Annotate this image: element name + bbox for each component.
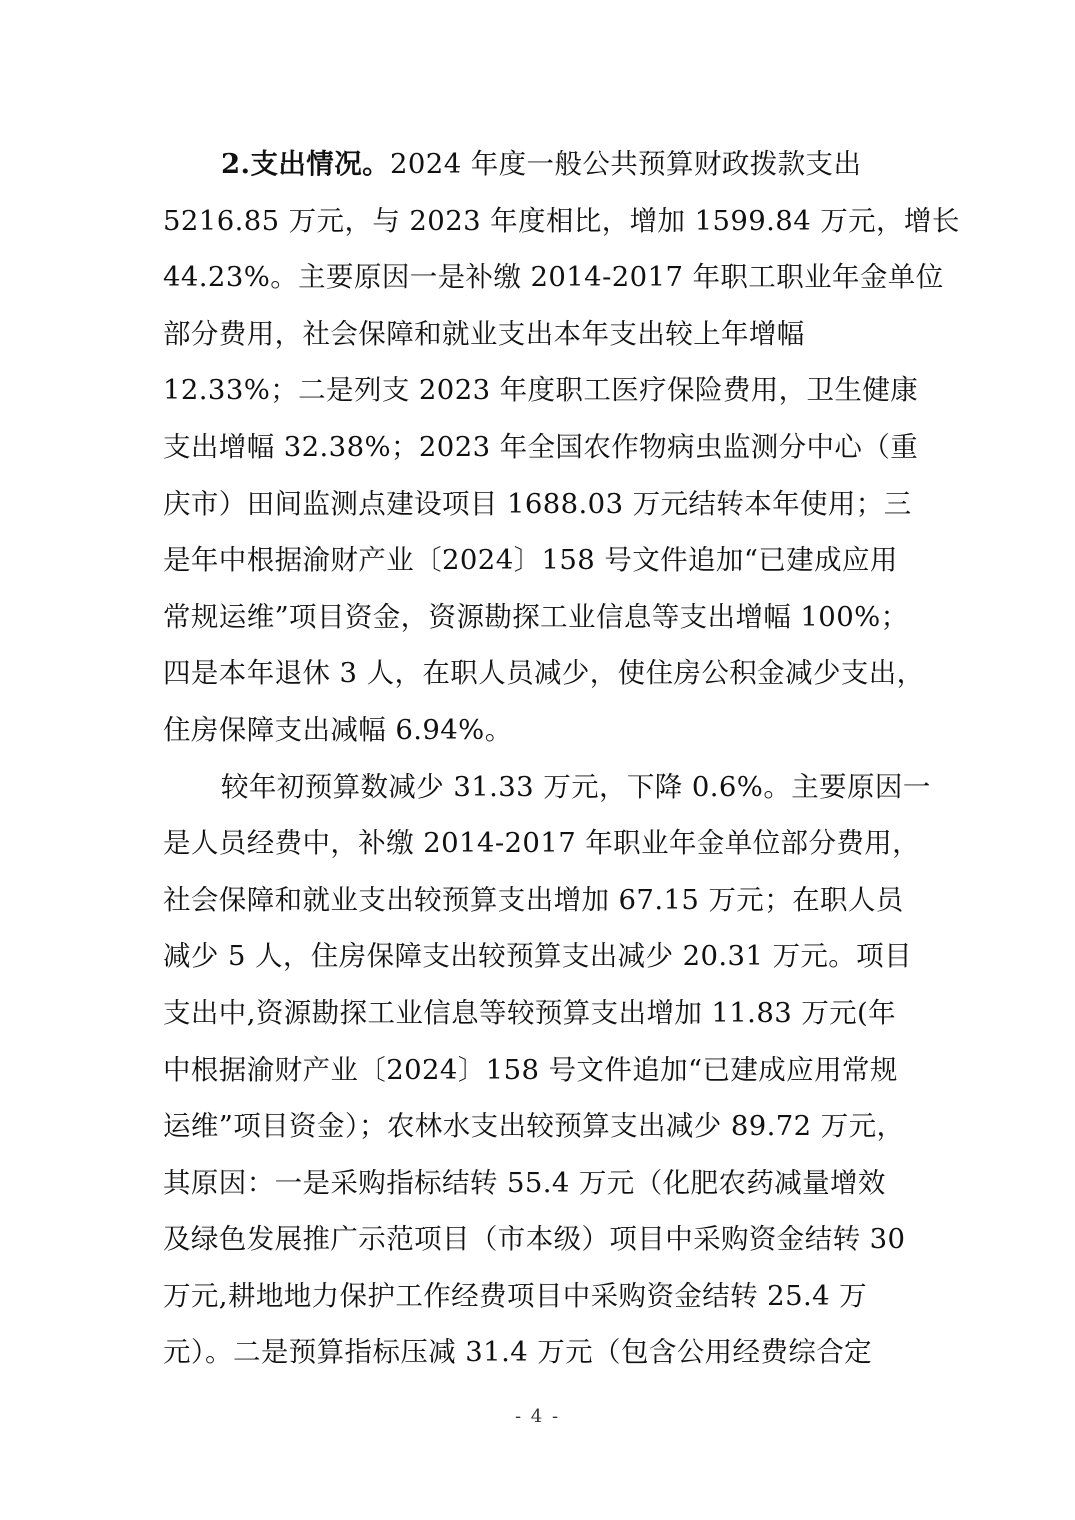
paragraph-1-line-1-text: 2024 年度一般公共预算财政拨款支出 <box>390 148 862 180</box>
paragraph-1-line: 住房保障支出减幅 6.94%。 <box>163 713 513 746</box>
paragraph-1-line: 5216.85 万元，与 2023 年度相比，增加 1599.84 万元，增长 <box>163 204 960 237</box>
paragraph-1-line: 部分费用，社会保障和就业支出本年支出较上年增幅 <box>163 317 805 350</box>
page-number: - 4 - <box>514 1406 561 1427</box>
paragraph-2-line: 其原因：一是采购指标结转 55.4 万元（化肥农药减量增效 <box>163 1166 886 1199</box>
paragraph-1-line: 是年中根据渝财产业〔2024〕158 号文件追加“已建成应用 <box>163 544 898 577</box>
paragraph-2-line: 减少 5 人，住房保障支出较预算支出减少 20.31 万元。项目 <box>163 940 912 973</box>
paragraph-2-line: 社会保障和就业支出较预算支出增加 67.15 万元；在职人员 <box>163 883 904 916</box>
paragraph-1-line: 庆市）田间监测点建设项目 1688.03 万元结转本年使用；三 <box>163 487 912 520</box>
paragraph-1-line: 44.23%。主要原因一是补缴 2014-2017 年职工职业年金单位 <box>163 261 944 294</box>
paragraph-2-line: 是人员经费中，补缴 2014-2017 年职业年金单位部分费用， <box>163 827 921 860</box>
paragraph-2-line: 中根据渝财产业〔2024〕158 号文件追加“已建成应用常规 <box>163 1053 898 1086</box>
paragraph-2-line: 元）。二是预算指标压减 31.4 万元（包含公用经费综合定 <box>163 1336 873 1369</box>
body-text <box>163 136 960 1381</box>
paragraph-2-line: 支出中,资源勘探工业信息等较预算支出增加 11.83 万元(年 <box>163 996 897 1029</box>
paragraph-2-line-1: 较年初预算数减少 31.33 万元，下降 0.6%。主要原因一 <box>221 770 931 803</box>
paragraph-1-line: 支出增幅 32.38%；2023 年全国农作物病虫监测分中心（重 <box>163 430 919 463</box>
paragraph-2-line: 运维”项目资金）；农林水支出较预算支出减少 89.72 万元， <box>163 1110 905 1143</box>
section-heading: 2.支出情况。 <box>221 148 391 180</box>
paragraph-1-line: 常规运维”项目资金，资源勘探工业信息等支出增幅 100%； <box>163 600 909 633</box>
paragraph-1-line-1 <box>163 136 913 193</box>
paragraph-2-line: 及绿色发展推广示范项目（市本级）项目中采购资金结转 30 <box>163 1223 906 1256</box>
paragraph-1-line: 四是本年退休 3 人，在职人员减少，使住房公积金减少支出， <box>163 657 925 690</box>
paragraph-1-line: 12.33%；二是列支 2023 年度职工医疗保险费用，卫生健康 <box>163 374 919 407</box>
paragraph-2-line: 万元,耕地地力保护工作经费项目中采购资金结转 25.4 万 <box>163 1279 868 1312</box>
